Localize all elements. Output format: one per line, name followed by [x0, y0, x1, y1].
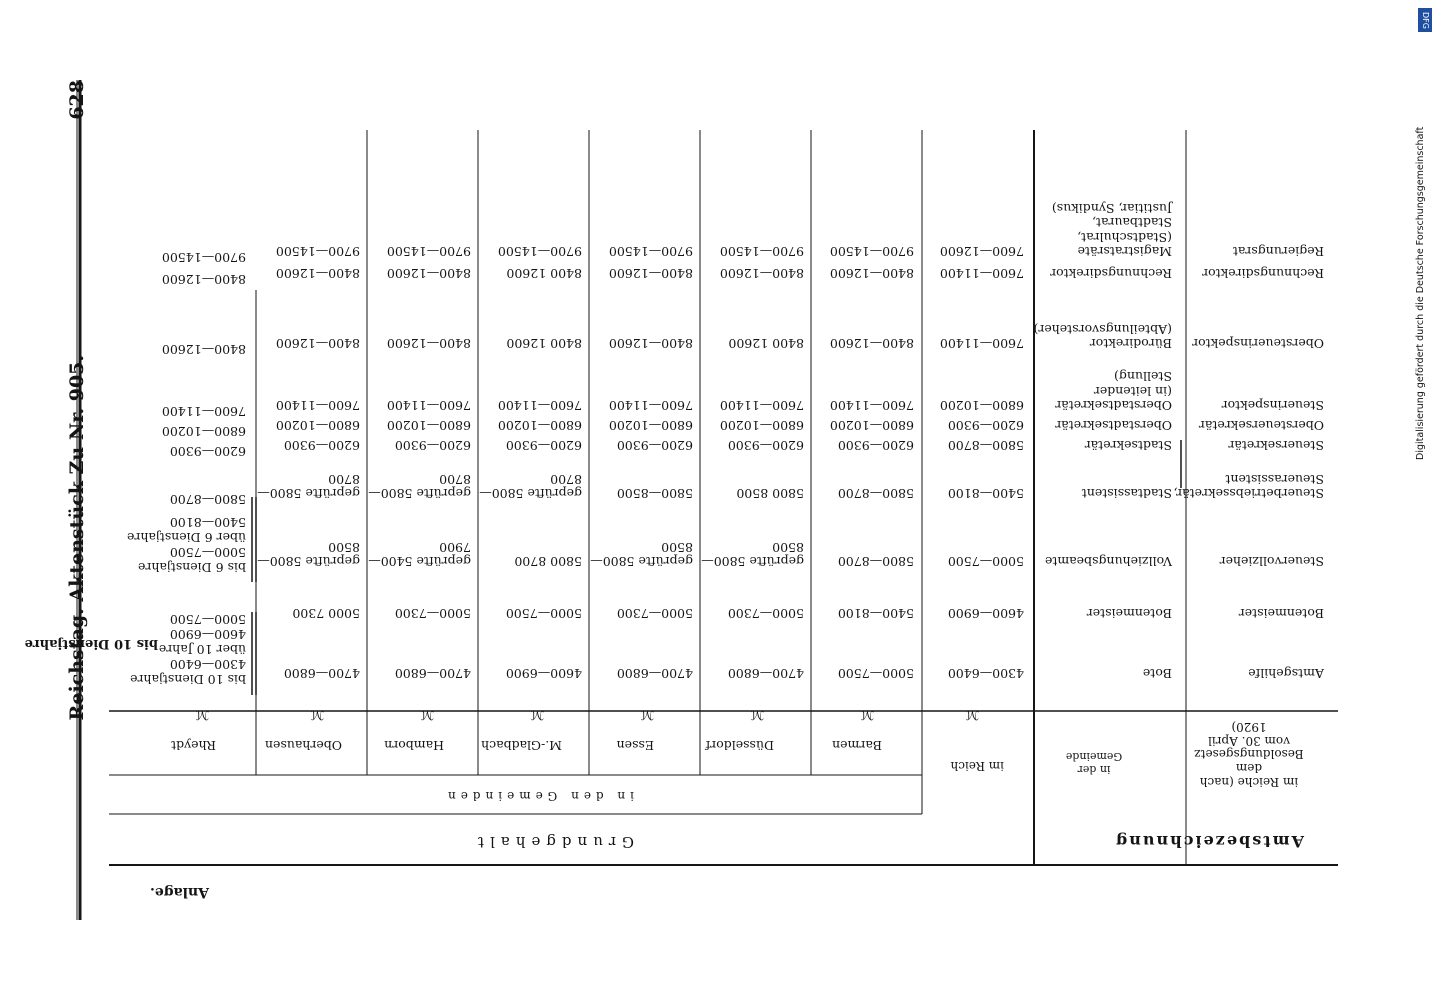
row-rheydt-value: 5000—7500	[169, 612, 246, 627]
dfg-logo: DFG	[1418, 8, 1432, 32]
row-city-value: 8400—12600	[829, 336, 914, 351]
row-rheydt-value: über 10 Jahre	[158, 642, 246, 657]
row-im-reich-value: 5400—8100	[947, 486, 1024, 501]
row-gemeinde-title: Bote	[1142, 666, 1172, 681]
row-city-value: 9700—14500	[386, 244, 471, 259]
row-im-reich-value: 7600—12600	[939, 244, 1024, 259]
page-number: 628	[66, 80, 88, 120]
row-city-value: 8400—12600	[386, 266, 471, 281]
row-gemeinde-title: Bürodirektor (Abteilungsvorsteher)	[1033, 321, 1172, 351]
grundgehalt-header: Grundgehalt	[472, 833, 634, 851]
row-reich-title: Regierungsrat	[1232, 244, 1324, 259]
row-city-value: 9700—14500	[719, 244, 804, 259]
row-rheydt-value: 7600—11400	[161, 404, 246, 419]
row-gemeinde-title: Oberstadtsekretär	[1055, 418, 1172, 433]
row-rheydt-value: bis 10 Dienstjahre	[130, 672, 246, 687]
currency-mark: ℳ	[420, 708, 434, 723]
row-city-value: 6200—9300	[616, 438, 693, 453]
row-city-value: 9700—14500	[275, 244, 360, 259]
row-city-value: 6800—10200	[386, 418, 471, 433]
row-city-value: 6200—9300	[837, 438, 914, 453]
row-city-value: 7600—11400	[497, 398, 582, 413]
row-gemeinde-title: Oberstadtsekretär (in leitender Stellung)	[1055, 369, 1172, 413]
row-gemeinde-title: Stadtassistent	[1081, 486, 1172, 501]
row-im-reich-value: 4300—6400	[947, 666, 1024, 681]
row-city-value: 5800—8700	[837, 554, 914, 569]
row-reich-title: Steuersekretär	[1228, 438, 1324, 453]
row-city-value: 5800—8700	[837, 486, 914, 501]
row-city-value: 4700—6800	[394, 666, 471, 681]
row-rheydt-value: 5000—7500	[169, 545, 246, 560]
row-im-reich-value: 6800—10200	[939, 398, 1024, 413]
row-city-value: geprüfte 5400—7900	[368, 539, 471, 569]
amt-group-header: Amtsbezeichnung	[1114, 832, 1304, 851]
row-city-value: 8400—12600	[829, 266, 914, 281]
im-reich-header: im Reich	[950, 759, 1004, 773]
row-city-value: 7600—11400	[719, 398, 804, 413]
row-city-value: 8400—12600	[719, 266, 804, 281]
row-city-value: 5000—7500	[837, 666, 914, 681]
page-header: Reichstag. Aktenstück Zu Nr. 905.	[66, 354, 88, 720]
row-reich-title: Steuerinspektor	[1221, 398, 1324, 413]
row-gemeinde-title: Botenmeister	[1086, 606, 1172, 621]
row-city-value: 7600—11400	[275, 398, 360, 413]
annex-title: Anlage.	[149, 884, 209, 900]
row-city-value: 8400—12600	[608, 266, 693, 281]
city-header: Essen	[616, 738, 654, 753]
footer-container	[1414, 40, 1428, 460]
row-rheydt-value: 5400—8100	[169, 515, 246, 530]
row-city-value: 5000—7300	[727, 606, 804, 621]
row-reich-title: Steuerbetriebssekretär, Steuerassistent	[1173, 471, 1324, 501]
row-city-value: 6800—10200	[719, 418, 804, 433]
row-rheydt-value: 8400—12600	[161, 272, 246, 287]
city-header: Oberhausen	[264, 738, 342, 753]
row-city-value: 8400 12600	[506, 336, 582, 351]
row-city-value: geprüfte 5800—8500	[590, 539, 693, 569]
city-header: Düsseldorf	[705, 738, 774, 753]
gemeinde-header: in der Gemeinde	[1065, 750, 1123, 776]
row-city-value: 8400—12600	[386, 336, 471, 351]
city-header: Rheydt	[171, 738, 216, 753]
currency-mark: ℳ	[195, 708, 209, 723]
currency-mark: ℳ	[530, 708, 544, 723]
row-city-value: 5000—7300	[616, 606, 693, 621]
row-city-value: 9700—14500	[829, 244, 914, 259]
row-city-value: 8400—12600	[608, 336, 693, 351]
row-im-reich-value: 5800—8700	[947, 438, 1024, 453]
row-rheydt-value: 4300—6400	[169, 657, 246, 672]
row-im-reich-value: 4600—6900	[947, 606, 1024, 621]
row-rheydt-value: 8400—12600	[161, 342, 246, 357]
row-im-reich-value: 6200—9300	[947, 418, 1024, 433]
in-gemeinden-header: in den Gemeinden	[443, 789, 634, 803]
row-city-value: 9700—14500	[497, 244, 582, 259]
city-header: Hamborn	[384, 738, 444, 753]
running-head	[62, 80, 88, 720]
row-im-reich-value: 5000—7500	[947, 554, 1024, 569]
row-city-value: 5400—8100	[837, 606, 914, 621]
row-city-value: geprüfte 5800—8700	[368, 471, 471, 501]
row-reich-title: Botenmeister	[1238, 606, 1324, 621]
row-reich-title: Obersteuersekretär	[1198, 418, 1324, 433]
currency-mark: ℳ	[640, 708, 654, 723]
row-city-value: geprüfte 5800—8500	[257, 539, 360, 569]
row-city-value: 6200—9300	[394, 438, 471, 453]
row-reich-title: Amtsgehilfe	[1248, 666, 1324, 681]
row-city-value: 4700—6800	[283, 666, 360, 681]
row-city-value: 6800—10200	[829, 418, 914, 433]
row-rheydt-value: 6200—9300	[169, 444, 246, 459]
row-city-value: 5000 7300	[292, 606, 360, 621]
row-rheydt-value: bis 6 Dienstjahre	[138, 560, 246, 575]
row-reich-title: Rechnungsdirektor	[1202, 266, 1324, 281]
city-header: M.-Gladbach	[481, 738, 562, 753]
row-city-value: 4600—6900	[505, 666, 582, 681]
row-city-value: 9700—14500	[608, 244, 693, 259]
row-city-value: 8400 12600	[728, 336, 804, 351]
row-city-value: 5000—7300	[394, 606, 471, 621]
row-rheydt-value: 6800—10200	[161, 424, 246, 439]
reich-law-header: im Reiche (nach dem Besoldungsgesetz vom 30. April 1920)	[1194, 719, 1304, 789]
currency-mark: ℳ	[750, 708, 764, 723]
row-city-value: geprüfte 5800—8700	[257, 471, 360, 501]
row-city-value: geprüfte 5800—8700	[479, 471, 582, 501]
row-city-value: 7600—11400	[608, 398, 693, 413]
row-city-value: 5800—8500	[616, 486, 693, 501]
row-city-value: 8400 12600	[506, 266, 582, 281]
row-city-value: 6800—10200	[608, 418, 693, 433]
row-reich-title: Obersteuerinspektor	[1192, 336, 1324, 351]
currency-mark: ℳ	[965, 708, 979, 723]
row-city-value: 6800—10200	[497, 418, 582, 433]
row-city-value: 6800—10200	[275, 418, 360, 433]
row-city-value: geprüfte 5800—8500	[701, 539, 804, 569]
city-header: Barmen	[832, 738, 882, 753]
row-city-value: 6200—9300	[727, 438, 804, 453]
row-city-value: 8400—12600	[275, 336, 360, 351]
rheydt-year-label: bis 10 Dienstjahre	[24, 636, 158, 651]
row-city-value: 5800 8700	[514, 554, 582, 569]
row-rheydt-value: über 6 Dienstjahre	[127, 530, 246, 545]
row-city-value: 8400—12600	[275, 266, 360, 281]
currency-mark: ℳ	[310, 708, 324, 723]
row-im-reich-value: 7600—11400	[939, 336, 1024, 351]
row-city-value: 4700—6800	[616, 666, 693, 681]
row-gemeinde-title: Magistratsräte (Stadtschulrat, Stadtbaurat, Justitiar, Syndikus)	[1051, 200, 1172, 259]
digitization-footer: Digitalisierung gefördert durch die Deutsche Forschungsgemeinschaft	[1415, 126, 1426, 460]
row-city-value: 6200—9300	[283, 438, 360, 453]
currency-mark: ℳ	[860, 708, 874, 723]
row-rheydt-value: 9700—14500	[161, 250, 246, 265]
row-city-value: 7600—11400	[829, 398, 914, 413]
row-city-value: 5000—7500	[505, 606, 582, 621]
row-gemeinde-title: Vollziehungsbeamte	[1044, 554, 1172, 569]
row-im-reich-value: 7600—11400	[939, 266, 1024, 281]
row-rheydt-value: 4600—6900	[169, 627, 246, 642]
row-rheydt-value: 5800—8700	[169, 492, 246, 507]
row-city-value: 6200—9300	[505, 438, 582, 453]
row-city-value: 5800 8500	[736, 486, 804, 501]
row-gemeinde-title: Stadtsekretär	[1084, 438, 1172, 453]
row-reich-title: Steuervollzieher	[1219, 554, 1324, 569]
row-city-value: 7600—11400	[386, 398, 471, 413]
row-city-value: 4700—6800	[727, 666, 804, 681]
row-gemeinde-title: Rechnungsdirektor	[1050, 266, 1172, 281]
